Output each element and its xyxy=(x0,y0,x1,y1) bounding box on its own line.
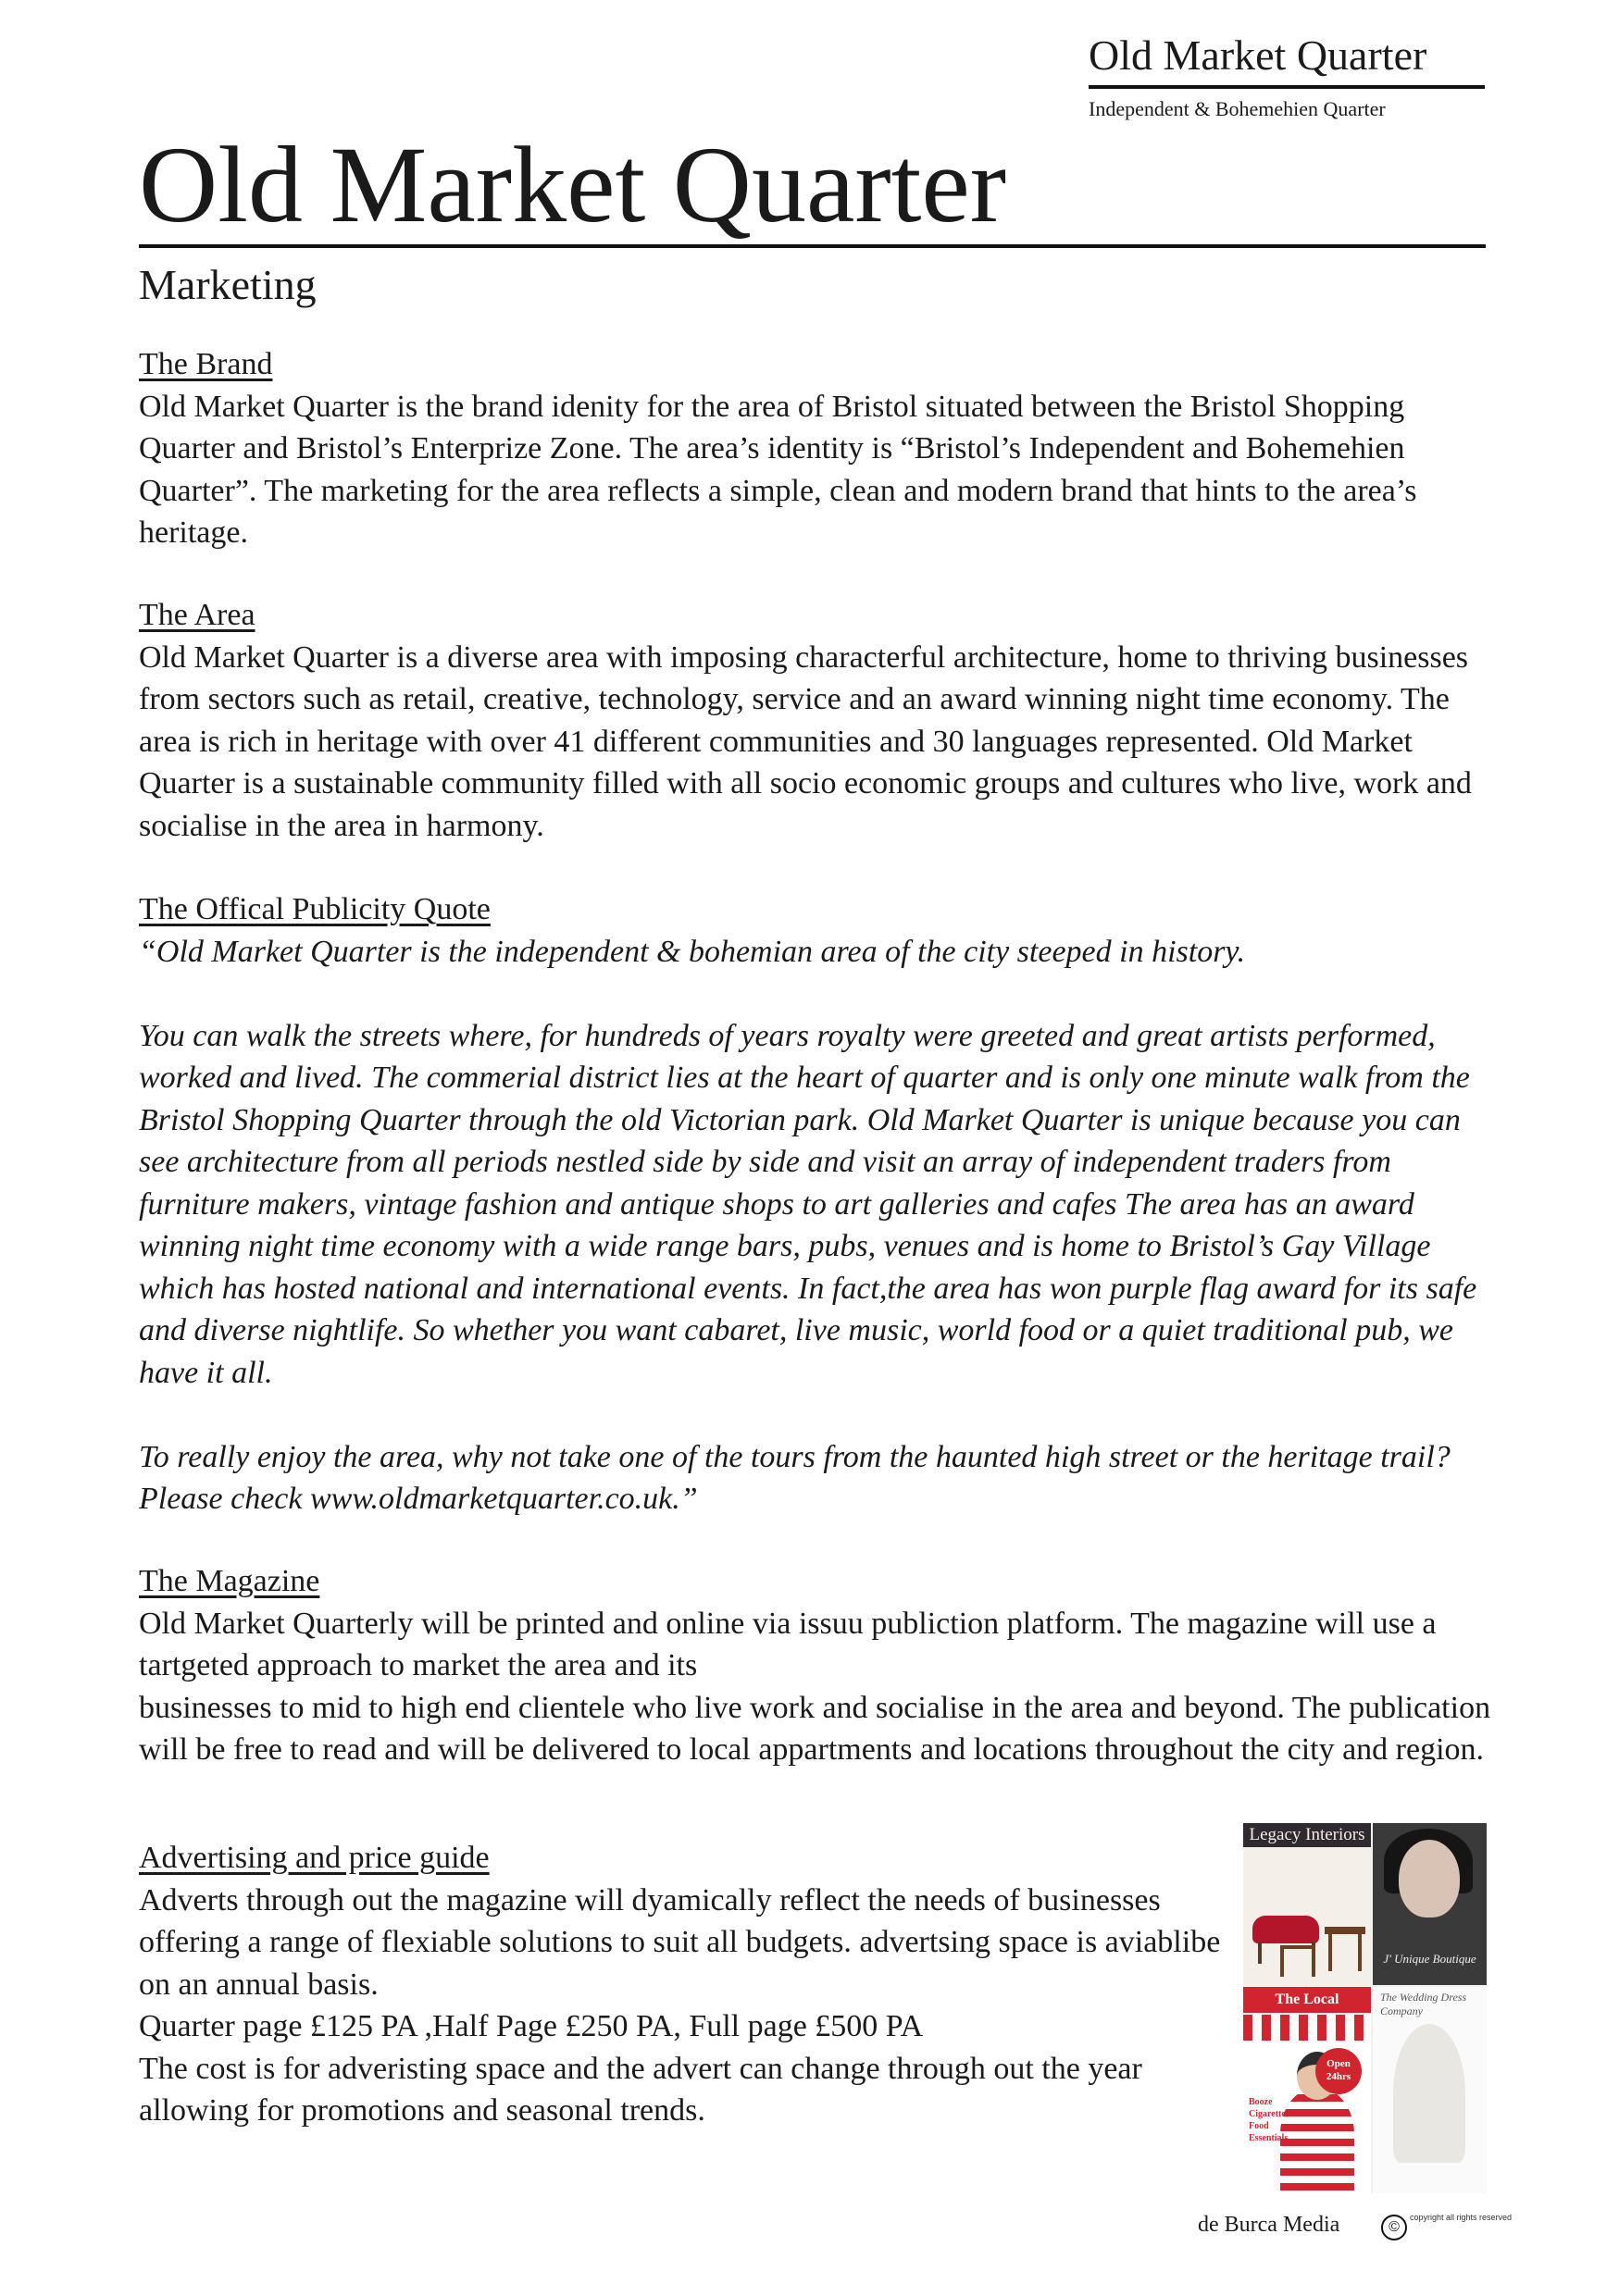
copyright-text: copyright all rights reserved xyxy=(1410,2213,1513,2222)
magazine-line-1: Old Market Quarterly will be printed and online via issuu publiction platform. The magazine will use a tartgeted approach to market the area and its xyxy=(139,1606,1437,1682)
ad-local-item: Booze xyxy=(1249,2097,1273,2107)
price-guide: Quarter page £125 PA ,Half Page £250 PA, Full page £500 PA xyxy=(139,2009,924,2043)
awning-icon xyxy=(1243,2015,1371,2041)
footer-credit: de Burca Media xyxy=(1198,2213,1340,2237)
header-brand-tagline: Independent & Bohemehien Quarter xyxy=(1089,97,1386,120)
section-body: Old Market Quarter is a diverse area with imposing characterful architecture, home to thriving businesses from sectors such as retail, creative, technology, service and an award winning night time economy. The area is rich in heritage with over 41 different communities and 30 languages represented. Old Market Quarter is a sustainable community filled with all socio economic groups and cultures who live, work and socialise in the area in harmony. xyxy=(139,639,1472,843)
ad-samples-collage xyxy=(1243,1823,1487,2193)
section-publicity-quote xyxy=(139,888,1495,1520)
section-heading: The Area xyxy=(139,598,255,632)
advertising-body: Adverts through out the magazine will dyamically reflect the needs of businesses offering a range of flexiable solutions to suit all budgets. advertsing space is aviablibe on an annual basis. xyxy=(139,1882,1221,2002)
ad-local-item: Cigarettes xyxy=(1249,2109,1289,2119)
ad-boutique xyxy=(1373,1823,1487,1985)
ad-local-title: The Local xyxy=(1243,1987,1371,2013)
ad-legacy-interiors xyxy=(1243,1823,1371,1985)
quote-paragraph-1: “Old Market Quarter is the independent & bohemian area of the city steeped in history. xyxy=(139,934,1246,969)
ad-wedding-dress xyxy=(1373,1987,1487,2193)
ad-local-open-badge: Open 24hrs xyxy=(1315,2048,1362,2094)
section-magazine xyxy=(139,1560,1495,1771)
section-heading: The Brand xyxy=(139,347,273,381)
quote-paragraph-2: You can walk the streets where, for hundreds of years royalty were greeted and great artists performed, worked and lived. The commerial district lies at the heart of quarter and is only one minute walk from the Bristol Shopping Quarter through the old Victorian park. Old Market Quarter is unique because you can see architecture from all periods nestled side by side and visit an array of independent traders from furniture makers, vintage fashion and antique shops to art galleries and cafes The area has an award winning night time economy with a wide range bars, pubs, venues and is home to Bristol’s Gay Village which has hosted national and international events. In fact,the area has won purple flag award for its safe and diverse nightlife. So whether you want cabaret, live music, world food or a quiet traditional pub, we have it all. xyxy=(139,1018,1477,1390)
section-body: Old Market Quarter is the brand idenity for the area of Bristol situated between the Bristol Shopping Quarter and Bristol’s Enterprize Zone. The area’s identity is “Bristol’s Independent and Bohemehien Quarter”. The marketing for the area reflects a simple, clean and modern brand that hints to the area’s heritage. xyxy=(139,389,1417,550)
quote-paragraph-3: To really enjoy the area, why not take one of the tours from the haunted high street or the heritage trail? Please check www.oldmarketquarter.co.uk.” xyxy=(139,1439,1451,1516)
section-heading: The Offical Publicity Quote xyxy=(139,892,491,926)
sofa-icon xyxy=(1252,1916,1319,1943)
advertising-closing: The cost is for adveristing space and the advert can change through out the year allowing for promotions and seasonal trends. xyxy=(139,2051,1142,2128)
section-heading: The Magazine xyxy=(139,1564,320,1598)
ad-wedding-title: The Wedding Dress Company xyxy=(1380,1991,1467,2017)
header-brand-name: Old Market Quarter xyxy=(1089,28,1485,89)
table-icon xyxy=(1325,1927,1365,1934)
ad-legacy-title: Legacy Interiors xyxy=(1243,1823,1371,1847)
ad-boutique-label: J' Unique Boutique xyxy=(1383,1952,1476,1966)
portrait-icon xyxy=(1399,1840,1460,1917)
section-advertising xyxy=(139,1837,1222,2132)
section-area xyxy=(139,594,1495,847)
ad-local-items xyxy=(1249,2096,1289,2144)
ad-local-item: Food xyxy=(1249,2121,1269,2131)
ad-local-item: Essentials xyxy=(1249,2133,1289,2143)
header-brand xyxy=(1089,28,1485,124)
page-title: Old Market Quarter xyxy=(139,130,1486,248)
copyright-icon: © xyxy=(1381,2215,1407,2240)
dress-icon xyxy=(1393,2024,1465,2163)
section-heading: Advertising and price guide xyxy=(139,1841,490,1875)
chair-icon xyxy=(1280,1945,1315,1977)
ad-the-local xyxy=(1243,1987,1371,2193)
page-subtitle: Marketing xyxy=(139,261,317,308)
section-brand xyxy=(139,343,1495,554)
magazine-line-2: businesses to mid to high end clientele who live work and socialise in the area and beyond. The publication will be free to read and will be delivered to local appartments and locations throughout the city and region. xyxy=(139,1690,1491,1767)
